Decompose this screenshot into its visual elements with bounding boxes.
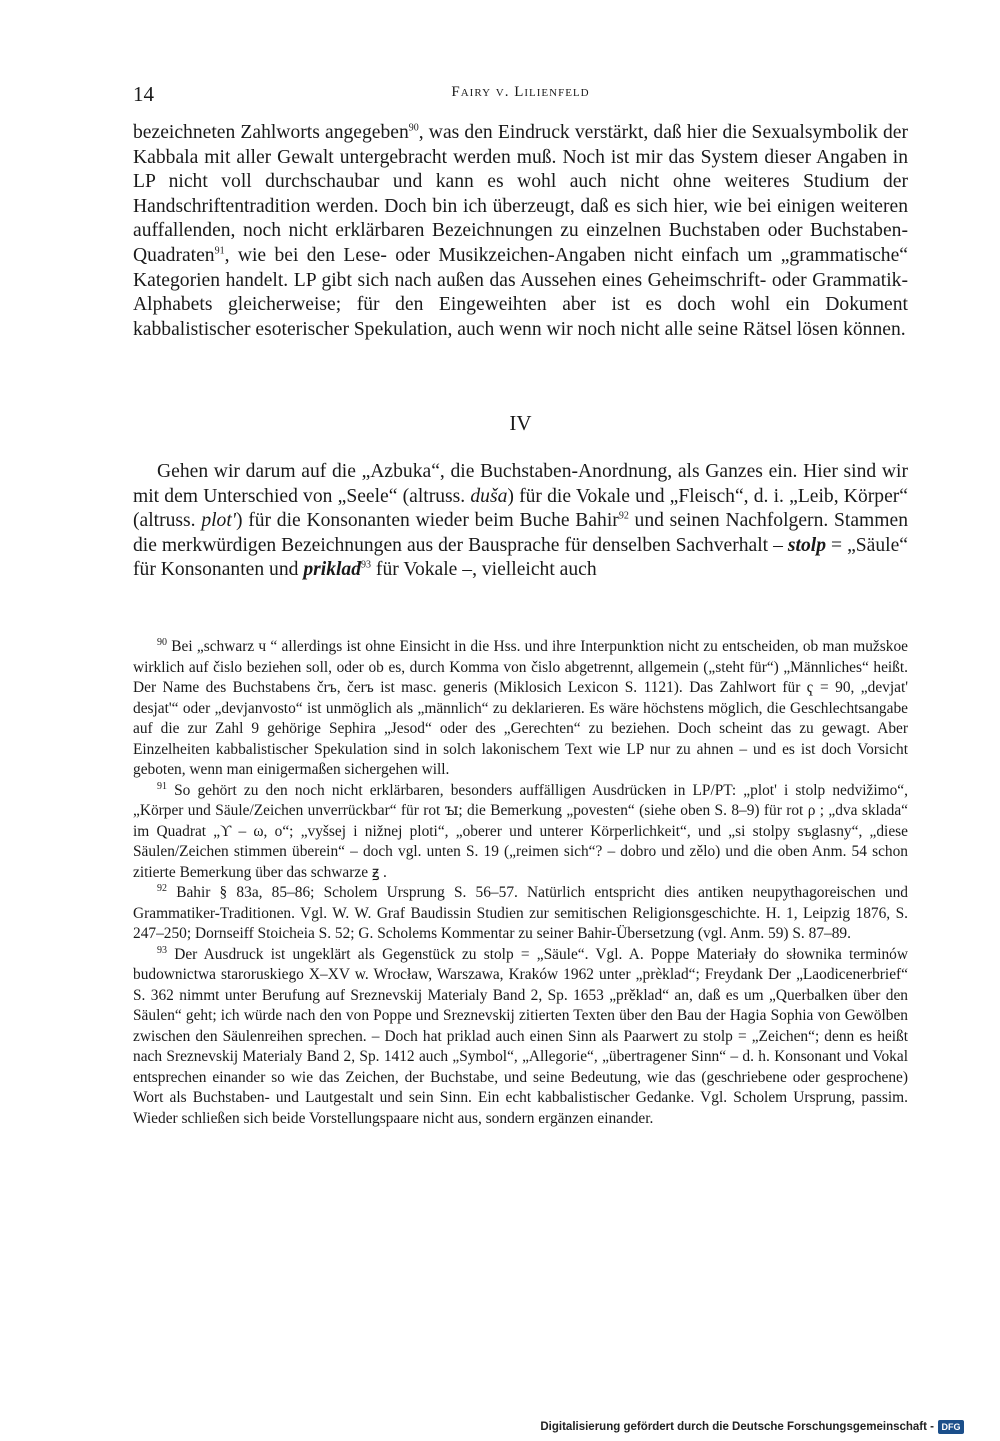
footnote-number: 90 <box>157 636 167 648</box>
body-text: Gehen wir darum auf die „Azbuka“, die Buchstaben-Anordnung, als Ganzes ein. Hier sind wir mit dem Unterschied von „Seele“ (altruss. <box>133 461 908 507</box>
footnote-93 <box>133 945 908 1130</box>
credit-text: Digitalisierung gefördert durch die Deutsche Forschungsgemeinschaft - <box>540 1421 934 1433</box>
page-header <box>133 82 908 112</box>
footnote-number: 91 <box>157 780 167 792</box>
italic-term: priklad <box>303 559 362 581</box>
footnote-number: 93 <box>157 944 167 956</box>
italic-term: plot' <box>201 510 236 532</box>
footnotes <box>133 637 908 1129</box>
body-text: = „Säule“ für Konsonanten und <box>133 534 908 581</box>
body-text: , wie bei den Lese- oder Musikzeichen-Angaben nicht einfach um „grammatische“ Kategorien handelt. LP gibt sich nach außen das Aussehen eines Geheimschrift- oder Grammatik-Alphabets gleicherweise; für den Eingeweihten aber ist es doch wohl ein Dokument kabbalistischer esoterischer Spekulation, auch wenn wir noch nicht alle seine Rätsel lösen können. <box>133 244 908 340</box>
footnote-92 <box>133 883 908 945</box>
italic-term: duša <box>470 485 508 507</box>
footnote-ref[interactable]: 93 <box>361 559 372 571</box>
body-text: für Vokale –, vielleicht auch <box>371 559 597 581</box>
footnote-ref[interactable]: 90 <box>408 122 419 134</box>
footnote-90 <box>133 637 908 781</box>
dfg-logo-icon: DFG <box>938 1420 964 1434</box>
body-text: ) für die Vokale und „Fleisch“, d. i. „Leib, Körper“ (altruss. <box>133 485 908 532</box>
body-text: bezeichneten Zahlworts angegeben <box>133 122 409 143</box>
italic-term: stolp <box>787 534 827 556</box>
body-text: ) für die Konsonanten wieder beim Buche Bahir <box>235 510 619 532</box>
footnote-text: Bahir § 83a, 85–86; Scholem Ursprung S. 56–57. Natürlich entspricht dies antiken neupythagoreischen und Grammatiker-Traditionen. Vgl. W. W. Graf Baudissin Studien zur semitischen Religionsgeschichte. H. 1, Leipzig 1876, S. 247–250; Dornseiff Stoicheia S. 52; G. Scholems Kommentar zu seiner Bahir-Übersetzung (vgl. Anm. 59) S. 87–89. <box>133 884 908 942</box>
running-head: Fairy v. Lilienfeld <box>451 84 590 100</box>
page-number: 14 <box>133 82 154 106</box>
section-heading: IV <box>509 411 532 435</box>
footnote-number: 92 <box>157 882 167 894</box>
footnote-91 <box>133 781 908 884</box>
body-paragraph-2 <box>133 460 908 583</box>
footnote-ref[interactable]: 91 <box>214 245 225 257</box>
digitization-credit <box>540 1418 964 1436</box>
footnote-text: Bei „schwarz ч “ allerdings ist ohne Einsicht in die Hss. und ihre Interpunktion nicht zu entscheiden, ob man mužskoe wirklich auf čislo beziehen soll, oder ob es, durch Komma von čislo abgetrennt, allgemein („steht für“) „Männliches“ heißt. Der Name des Buchstabens črъ, čerъ ist masc. generis (Miklosich Lexicon S. 1121). Das Zahlwort für ҁ = 90, „devjat' desjat'“ oder „devjanvosto“ ist unmöglich als „männlich“ zu deklarieren. Es wäre höchstens möglich, die Geschlechtsangabe auf die zur Zahl 9 gehörige Sephira „Jesod“ oder des „Gerechten“ zu beziehen. Doch scheint das zu gewagt. Aber Einzelheiten kabbalistischer Spekulation sind in solch lakonischem Text wie LP nur zu ahnen – und es ist doch Vorsicht geboten, wenn man einigermaßen sichergehen will. <box>133 638 908 778</box>
footnote-text: So gehört zu den noch nicht erklärbaren, besonders auffälligen Ausdrücken in LP/PT: „plot' i stolp nedvižimo“, „Körper und Säule/Zeichen unverrückbar“ für rot ꙑ; die Bemerkung „povesten“ (siehe oben S. 8–9) für rot ρ ; „dva sklada“ im Quadrat „ϒ – ω, о“; „vyšsej i nižnej ploti“, „oberer und unterer Körperlichkeit“, und „si stolpy sъglasny“, „diese Säulen/Zeichen stimmen überein“ – doch vgl. unten S. 19 („reimen sich“? – dobro und zělo) und die oben Anm. 54 schon zitierte Bemerkung über das schwarze ꙃ . <box>133 781 908 881</box>
footnote-text: Der Ausdruck ist ungeklärt als Gegenstück zu stolp = „Säule“. Vgl. A. Poppe Materiały do słownika terminów budownictwa staroruskiego X–XV w. Wrocław, Warszawa, Kraków 1962 unter „prèklad“; Freydank Der „Laodicenerbrief“ S. 362 nimmt unter Berufung auf Sreznevskij Materialy Band 2, Sp. 1653 „prěklad“ an, daß es um „Querbalken über den Säulen“ geht; ich würde nach den von Poppe und Sreznevskij zitierten Texten über den Bau der Hagia Sophia von Gewölben zwischen den Säulenreihen sprechen. – Doch hat priklad auch einen Sinn als Paarwert zu stolp = „Zeichen“; denn es heißt nach Sreznevskij Materialy Band 2, Sp. 1412 auch „Symbol“, „Allegorie“, „übertragener Sinn“ – d. h. Konsonant und Vokal entsprechen einander so wie das Zeichen, der Buchstabe, und seine Bedeutung, wie das (geschriebene oder gesprochene) Wort als Buchstaben- und Lautgestalt und sein Sinn. Ein echt kabbalistischer Gedanke. Vgl. Scholem Ursprung, passim. Wieder schließen sich beide Vorstellungspaare nicht aus, sondern ergänzen einander. <box>133 945 908 1127</box>
body-text: , was den Eindruck verstärkt, daß hier die Sexualsymbolik der Kabbala mit aller Gewalt untergebracht werden muß. Noch ist mir das System dieser Angaben in LP nicht voll durchschaubar und kann es wohl auch nicht ohne weiteres Studium der Handschriftentradition werden. Doch bin ich überzeugt, daß es sich hier, wie bei einigen weiteren auffallenden, noch nicht erklärbaren Bezeichnungen zu einzelnen Buchstaben oder Buchstaben-Quadraten <box>133 122 908 266</box>
body-paragraph-1 <box>133 121 908 342</box>
footnote-ref[interactable]: 92 <box>618 510 629 522</box>
body-text: und seinen Nachfolgern. Stammen die merkwürdigen Bezeichnungen aus der Bausprache für denselben Sachverhalt – <box>133 510 908 556</box>
